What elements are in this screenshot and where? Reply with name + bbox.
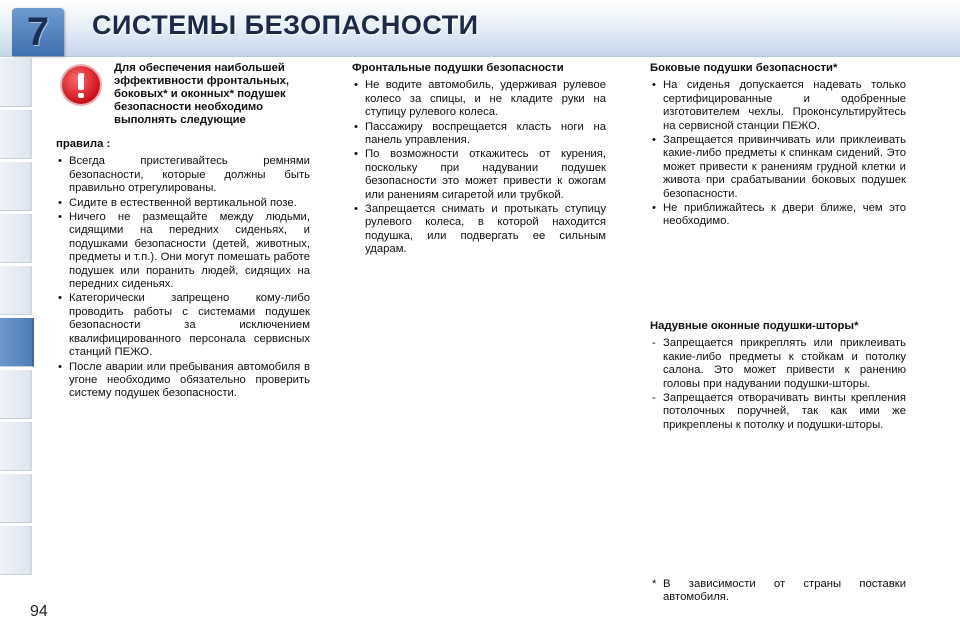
page-title: СИСТЕМЫ БЕЗОПАСНОСТИ xyxy=(92,10,479,40)
section-heading-front-airbags: Фронтальные подушки безопасности xyxy=(352,62,564,74)
chapter-tab[interactable] xyxy=(0,474,32,523)
rules-list xyxy=(56,155,310,400)
chapter-tab[interactable] xyxy=(0,526,32,575)
front-airbags-list xyxy=(352,79,606,256)
list-item: • Сидите в естественной вертикальной позе. xyxy=(58,196,297,209)
chapter-tab-active[interactable] xyxy=(0,318,34,367)
warning-title-tail: правила : xyxy=(56,138,111,150)
list-item: • Всегда пристегивайтесь ремнями безопасности, которые должны быть правильно отрегулированы. xyxy=(58,155,310,195)
list-item: • Не приближайтесь к двери ближе, чем это необходимо. xyxy=(652,202,906,228)
chapter-number: 7 xyxy=(26,10,50,54)
warning-block xyxy=(56,62,310,138)
curtain-airbags-list xyxy=(650,337,906,432)
chapter-tab-strip xyxy=(0,58,34,578)
list-item: • После аварии или пребывания автомобиля в угоне необходимо обязательно проверить систему подушек безопасности. xyxy=(58,360,310,400)
list-item: • Запрещается снимать и протыкать ступицу рулевого колеса, в которой находится подушка, или подвергать ее сильным ударам. xyxy=(354,203,606,256)
section-heading-curtain-airbags: Надувные оконные подушки-шторы* xyxy=(650,320,859,332)
column-side-airbags xyxy=(650,62,906,622)
chapter-tab[interactable] xyxy=(0,58,32,107)
warning-title: Для обеспечения наибольшей эффективности фронтальных, боковых* и оконных* подушек безопасности необходимо выполнять следующие xyxy=(114,62,290,126)
list-item: • По возможности откажитесь от курения, поскольку при надувании подушек безопасности это может привести к ожогам или ранениям сигаретой или трубкой. xyxy=(354,148,606,201)
exclamation-warning-icon xyxy=(62,66,100,104)
list-item: • Категорически запрещено кому-либо проводить работы с системами подушек безопасности за исключением квалифицированного персонала сервисных станций ПЕЖО. xyxy=(58,292,310,359)
list-item: • На сиденья допускается надевать только сертифицированные и одобренные изготовителем чехлы. Проконсультируйтесь на сервисной станции ПЕЖО. xyxy=(652,79,906,132)
side-airbags-list xyxy=(650,79,906,228)
chapter-tab[interactable] xyxy=(0,110,32,159)
page-number: 94 xyxy=(30,603,48,620)
list-item: - Запрещается отворачивать винты крепления потолочных поручней, так как ими же прикреплены к потолку и подушки-шторы. xyxy=(652,392,906,431)
chapter-tab[interactable] xyxy=(0,370,32,419)
chapter-tab[interactable] xyxy=(0,422,32,471)
page-header xyxy=(0,0,960,57)
curtain-airbags-section xyxy=(650,320,906,433)
list-item: • Запрещается привинчивать или приклеивать какие-либо предметы к спинкам сидений. Это может привести к ранениям грудной клетки и живота при срабатывании боковых подушек безопасности. xyxy=(652,134,906,200)
footnote xyxy=(650,578,906,606)
column-front-airbags xyxy=(352,62,606,258)
footnote-item: * В зависимости от страны поставки автомобиля. xyxy=(652,578,906,604)
column-general-rules xyxy=(56,62,310,402)
list-item: • Ничего не размещайте между людьми, сидящими на передних сиденьях, и подушками безопасности (детей, животных, предметы и т.п.). Они могут помешать работе подушек или поранить людей, сидящих на передних сиденьях. xyxy=(58,211,310,291)
list-item: • Пассажиру воспрещается класть ноги на панель управления. xyxy=(354,120,606,147)
chapter-tab[interactable] xyxy=(0,266,32,315)
chapter-tab[interactable] xyxy=(0,214,32,263)
list-item: • Не водите автомобиль, удерживая рулевое колесо за спицы, и не кладите руки на ступицу рулевого колеса. xyxy=(354,79,606,119)
chapter-badge xyxy=(12,8,64,56)
section-heading-side-airbags: Боковые подушки безопасности* xyxy=(650,62,838,74)
chapter-tab[interactable] xyxy=(0,162,32,211)
list-item: - Запрещается прикреплять или приклеивать какие-либо предметы к стойкам и потолку салона. Это может привести к ранению головы при надувании подушки-шторы. xyxy=(652,337,906,390)
